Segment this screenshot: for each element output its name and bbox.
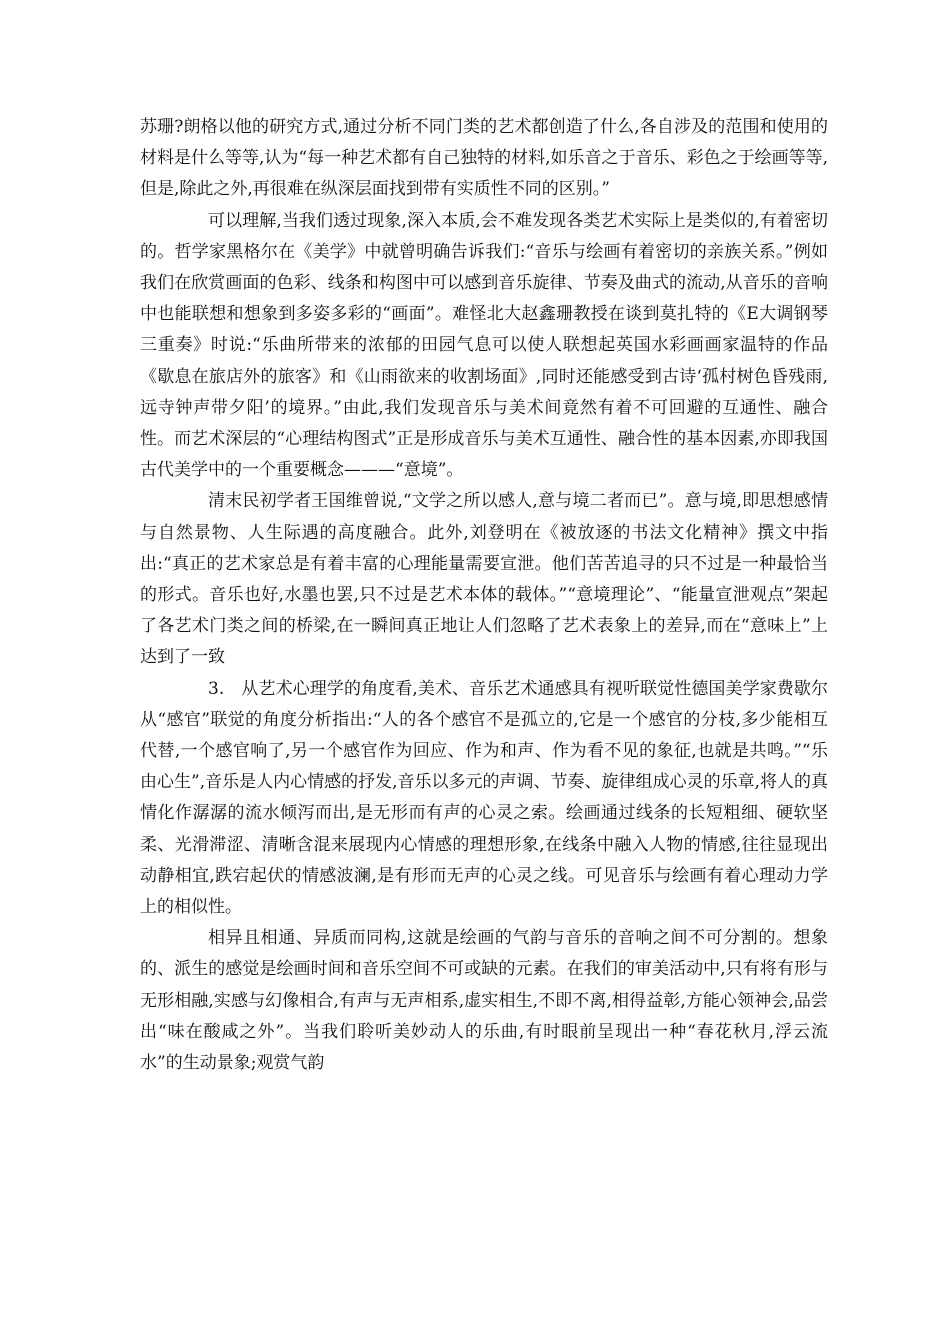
paragraph-continuation: 苏珊?朗格以他的研究方式,通过分析不同门类的艺术都创造了什么,各自涉及的范围和使用的材料是什么等等,认为“每一种艺术都有自己独特的材料,如乐音之于音乐、彩色之于绘画等等,但是,除此之外,再很难在纵深层面找到带有实质性不同的区别。” [140,117,828,200]
paragraph-art-psychology: 3. 从艺术心理学的角度看,美术、音乐艺术通感具有视听联觉性德国美学家费歇尔从“感官”联觉的角度分析指出:“人的各个感官不是孤立的,它是一个感官的分枝,多少能相互代替,一个感官响了,另一个感官作为回应、作为和声、作为看不见的象征,也就是共鸣。”“乐由心生”,音乐是人内心情感的抒发,音乐以多元的声调、节奏、旋律组成心灵的乐章,将人的真情化作潺潺的流水倾泻而出,是无形而有声的心灵之索。绘画通过线条的长短粗细、硬软坚柔、光滑滞涩、清晰含混来展现内心情感的理想形象,在线条中融入人物的情感,往往显现出动静相宜,跌宕起伏的情感波澜,是有形而无声的心灵之线。可见音乐与绘画有着心理动力学上的相似性。 [140,678,828,918]
document-body [140,112,828,1079]
paragraph-wang-guowei: 清末民初学者王国维曾说,“文学之所以感人,意与境二者而已”。意与境,即思想感情与自然景物、人生际遇的高度融合。此外,刘登明在《被放逐的书法文化精神》撰文中指出:“真正的艺术家总是有着丰富的心理能量需要宣泄。他们苦苦追寻的只不过是一种最恰当的形式。音乐也好,水墨也罢,只不过是艺术本体的载体。”“意境理论”、“能量宣泄观点”架起了各艺术门类之间的桥梁,在一瞬间真正地让人们忽略了艺术表象上的差异,而在“意味上”上达到了一致 [140,491,828,668]
paragraph-different-yet-connected: 相异且相通、异质而同构,这就是绘画的气韵与音乐的音响之间不可分割的。想象的、派生的感觉是绘画时间和音乐空间不可或缺的元素。在我们的审美活动中,只有将有形与无形相融,实感与幻像相合,有声与无声相系,虚实相生,不即不离,相得益彰,方能心领神会,品尝出“味在酸咸之外”。当我们聆听美妙动人的乐曲,有时眼前呈现出一种“春花秋月,浮云流水”的生动景象;观赏气韵 [140,928,828,1074]
paragraph-hegel-aesthetics: 可以理解,当我们透过现象,深入本质,会不难发现各类艺术实际上是类似的,有着密切的。哲学家黑格尔在《美学》中就曾明确告诉我们:“音乐与绘画有着密切的亲族关系。”例如我们在欣赏画面的色彩、线条和构图中可以感到音乐旋律、节奏及曲式的流动,从音乐的音响中也能联想和想象到多姿多彩的“画面”。难怪北大赵鑫珊教授在谈到莫扎特的《E大调钢琴三重奏》时说:“乐曲所带来的浓郁的田园气息可以使人联想起英国水彩画画家温特的作品《歇息在旅店外的旅客》和《山雨欲来的收割场面》,同时还能感受到古诗‘孤村树色昏残雨,远寺钟声带夕阳’的境界。”由此,我们发现音乐与美术间竟然有着不可回避的互通性、融合性。而艺术深层的“心理结构图式”正是形成音乐与美术互通性、融合性的基本因素,亦即我国古代美学中的一个重要概念———“意境”。 [140,210,828,481]
